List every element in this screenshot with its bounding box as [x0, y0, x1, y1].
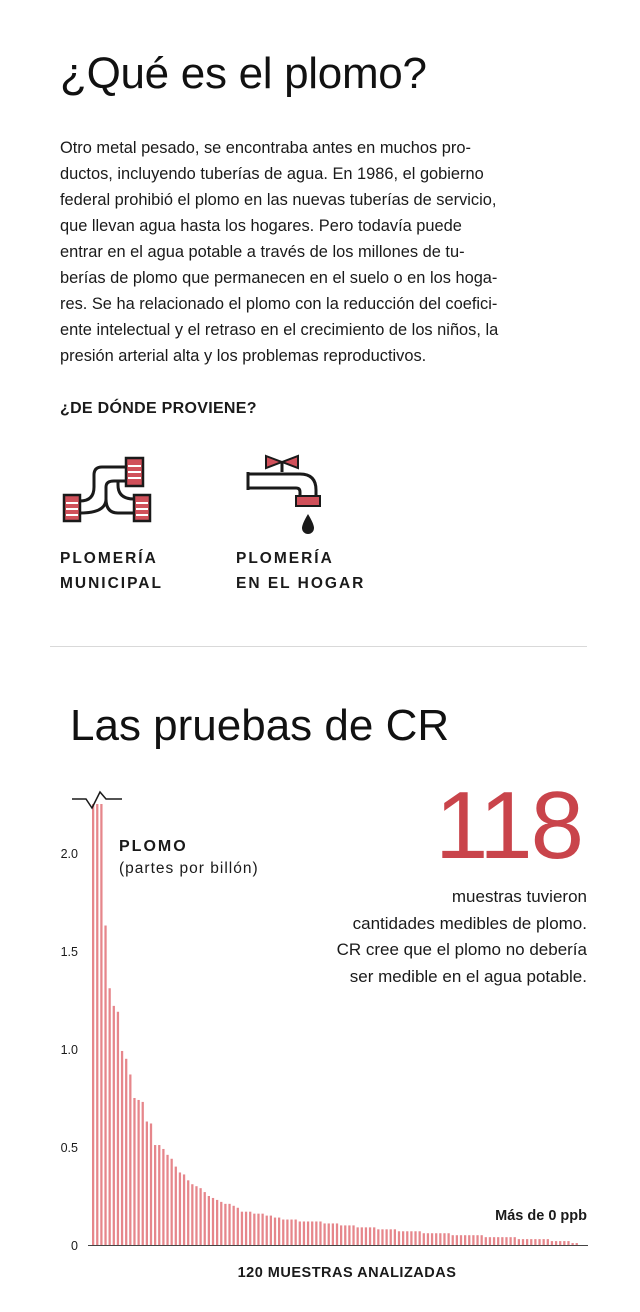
chart-bar	[208, 1196, 210, 1245]
lead-heading: ¿Qué es el plomo?	[60, 49, 427, 98]
body-line: Otro metal pesado, se encontraba antes en muchos pro-	[60, 139, 471, 157]
body-line: res. Se ha relacionado el plomo con la reducción del coefici-	[60, 295, 498, 313]
body-line: federal prohibió el plomo en las nuevas tuberías de servicio,	[60, 191, 497, 209]
chart-bar	[497, 1237, 499, 1245]
chart-bar	[199, 1188, 201, 1245]
chart-bar	[472, 1235, 474, 1245]
chart-bar	[278, 1218, 280, 1245]
chart-bar	[543, 1239, 545, 1245]
lead-body-text	[60, 135, 590, 369]
chart-bar	[390, 1229, 392, 1245]
chart-bar	[257, 1214, 259, 1245]
highlight-number: 118	[434, 772, 582, 879]
chart-bar	[571, 1243, 573, 1245]
home-label-line2: EN EL HOGAR	[236, 575, 366, 592]
chart-bar	[104, 926, 106, 1245]
chart-bar	[187, 1180, 189, 1245]
chart-bar	[460, 1235, 462, 1245]
pipes-icon	[60, 455, 155, 530]
chart-bar	[443, 1233, 445, 1245]
chart-bar	[133, 1098, 135, 1245]
chart-bar	[547, 1239, 549, 1245]
chart-bar	[361, 1227, 363, 1245]
chart-bar	[464, 1235, 466, 1245]
chart-bar	[493, 1237, 495, 1245]
chart-bar	[270, 1216, 272, 1245]
chart-bar	[381, 1229, 383, 1245]
chart-bar	[328, 1223, 330, 1245]
chart-bar	[228, 1204, 230, 1245]
chart-bar	[183, 1174, 185, 1245]
chart-bar	[212, 1198, 214, 1245]
chart-bar	[195, 1186, 197, 1245]
chart-bar	[501, 1237, 503, 1245]
body-line: ductos, incluyendo tuberías de agua. En 1986, el gobierno	[60, 165, 484, 183]
chart-bar	[567, 1241, 569, 1245]
faucet-icon	[238, 450, 330, 540]
chart-bar	[100, 804, 102, 1245]
chart-bar	[336, 1223, 338, 1245]
chart-bar	[373, 1227, 375, 1245]
y-tick-label: 0.5	[60, 1141, 78, 1155]
chart-bar	[224, 1204, 226, 1245]
chart-bar	[237, 1208, 239, 1245]
chart-bar	[357, 1227, 359, 1245]
chart-bar	[468, 1235, 470, 1245]
chart-bar	[538, 1239, 540, 1245]
section-divider	[50, 646, 587, 647]
chart-bar	[452, 1235, 454, 1245]
chart-bar	[158, 1145, 160, 1245]
body-line: que llevan agua hasta los hogares. Pero todavía puede	[60, 217, 462, 235]
note-line: CR cree que el plomo no debería	[336, 940, 587, 959]
chart-bar	[414, 1231, 416, 1245]
body-line: presión arterial alta y los problemas reproductivos.	[60, 347, 427, 365]
note-line: ser medible en el agua potable.	[349, 966, 587, 986]
chart-bar	[456, 1235, 458, 1245]
chart-bar	[526, 1239, 528, 1245]
chart-bar	[125, 1059, 127, 1245]
chart-bar	[530, 1239, 532, 1245]
chart-bar	[117, 1012, 119, 1245]
chart-bar	[290, 1220, 292, 1245]
body-line: berías de plomo que permanecen en el suelo o en los hoga-	[60, 269, 498, 287]
chart-bar	[352, 1225, 354, 1245]
chart-bar	[509, 1237, 511, 1245]
chart-bar	[220, 1202, 222, 1245]
chart-bar	[175, 1167, 177, 1245]
chart-bar	[233, 1206, 235, 1245]
chart-bar	[559, 1241, 561, 1245]
chart-bar	[435, 1233, 437, 1245]
chart-bar	[427, 1233, 429, 1245]
chart-bar	[377, 1229, 379, 1245]
chart-title: PLOMO	[119, 838, 188, 855]
note-line: muestras tuvieron	[451, 887, 587, 906]
chart-bar	[311, 1221, 313, 1245]
chart-bar	[274, 1218, 276, 1245]
chart-bar	[505, 1237, 507, 1245]
chart-bar	[563, 1241, 565, 1245]
chart-bar	[402, 1231, 404, 1245]
highlight-note	[247, 884, 587, 990]
chart-bar	[216, 1200, 218, 1245]
chart-bar	[109, 988, 111, 1245]
chart-bar	[150, 1123, 152, 1245]
chart-bar	[534, 1239, 536, 1245]
chart-bar	[286, 1220, 288, 1245]
chart-bar	[476, 1235, 478, 1245]
chart-bar	[555, 1241, 557, 1245]
chart-bar	[96, 804, 98, 1245]
chart-bar	[249, 1212, 251, 1245]
chart-bar	[266, 1216, 268, 1245]
chart-bar	[295, 1220, 297, 1245]
chart-bar	[154, 1145, 156, 1245]
chart-bar	[489, 1237, 491, 1245]
body-line: ente intelectual y el retraso en el crecimiento de los niños, la	[60, 321, 499, 339]
y-tick-label: 1.0	[60, 1043, 78, 1057]
y-tick-label: 2.0	[60, 847, 78, 861]
chart-bar	[142, 1102, 144, 1245]
chart-bar	[319, 1221, 321, 1245]
chart-bar	[166, 1155, 168, 1245]
chart-bar	[369, 1227, 371, 1245]
chart-bar	[299, 1221, 301, 1245]
chart-bar	[406, 1231, 408, 1245]
chart-bar	[162, 1149, 164, 1245]
chart-unit-label: (partes por billón)	[119, 860, 259, 877]
chart-bar	[245, 1212, 247, 1245]
chart-bar	[92, 804, 94, 1245]
chart-bar	[344, 1225, 346, 1245]
x-axis-label: 120 MUESTRAS ANALIZADAS	[237, 1265, 457, 1281]
chart-bar	[365, 1227, 367, 1245]
chart-bar	[447, 1233, 449, 1245]
chart-bar	[485, 1237, 487, 1245]
threshold-label: Más de 0 ppb	[495, 1208, 587, 1224]
chart-bar	[423, 1233, 425, 1245]
chart-bar	[439, 1233, 441, 1245]
chart-bar	[385, 1229, 387, 1245]
chart-bar	[518, 1239, 520, 1245]
chart-bar	[522, 1239, 524, 1245]
chart-bar	[303, 1221, 305, 1245]
chart-bar	[129, 1074, 131, 1245]
municipal-label-line1: PLOMERÍA	[60, 550, 158, 567]
chart-bar	[179, 1172, 181, 1245]
chart-bar	[204, 1192, 206, 1245]
chart-bar	[348, 1225, 350, 1245]
chart-bar	[307, 1221, 309, 1245]
chart-bar	[551, 1241, 553, 1245]
chart-bar	[241, 1212, 243, 1245]
chart-bar	[340, 1225, 342, 1245]
chart-bar	[431, 1233, 433, 1245]
chart-bar	[146, 1122, 148, 1245]
home-label-line1: PLOMERÍA	[236, 550, 334, 567]
note-line: cantidades medibles de plomo.	[352, 913, 587, 933]
y-tick-label: 1.5	[60, 945, 78, 959]
sources-heading: ¿DE DÓNDE PROVIENE?	[60, 400, 257, 417]
chart-bar	[514, 1237, 516, 1245]
chart-bar	[191, 1184, 193, 1245]
chart-bar	[261, 1214, 263, 1245]
chart-bar	[137, 1100, 139, 1245]
municipal-label-line2: MUNICIPAL	[60, 575, 163, 592]
chart-bar	[113, 1006, 115, 1245]
chart-bar	[315, 1221, 317, 1245]
chart-bar	[171, 1159, 173, 1245]
chart-bar	[576, 1243, 578, 1245]
y-tick-label: 0	[71, 1239, 78, 1253]
chart-bar	[282, 1220, 284, 1245]
chart-bar	[394, 1229, 396, 1245]
chart-bar	[419, 1231, 421, 1245]
chart-bar	[332, 1223, 334, 1245]
chart-bar	[481, 1235, 483, 1245]
chart-bar	[253, 1214, 255, 1245]
chart-bar	[410, 1231, 412, 1245]
chart-bar	[398, 1231, 400, 1245]
chart-bar	[323, 1223, 325, 1245]
chart-bar	[121, 1051, 123, 1245]
body-line: entrar en el agua potable a través de los millones de tu-	[60, 243, 465, 261]
section-title: Las pruebas de CR	[70, 701, 450, 750]
